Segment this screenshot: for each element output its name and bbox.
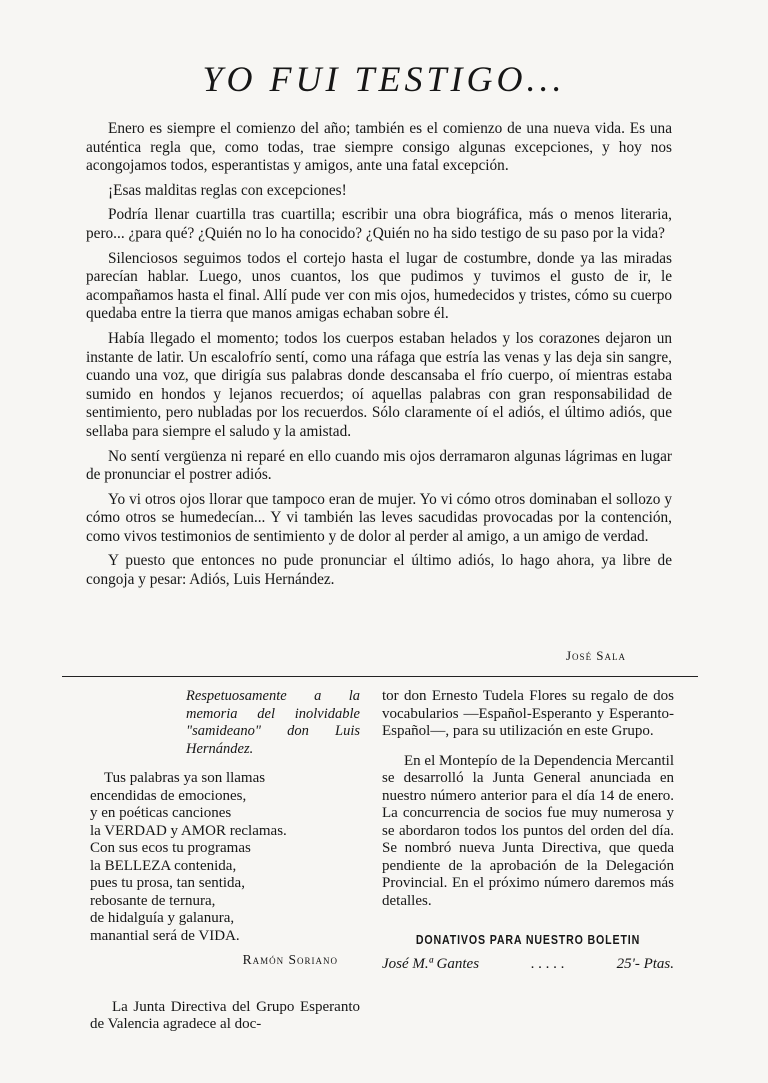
poem-dedication: Respetuosamente a la memoria del inolvidable "samideano" don Luis Hernández. <box>186 688 360 757</box>
poem-line: encendidas de emociones, <box>90 787 247 804</box>
poem-line: rebosante de ternura, <box>90 892 216 909</box>
article-author: José Sala <box>566 648 627 663</box>
poem-line: pues tu prosa, tan sentida, <box>90 875 245 891</box>
article-paragraph: No sentí vergüenza ni reparé en ello cuando mis ojos derramaron algunas lágrimas en lugar de pronunciar el postrer adiós. <box>86 447 672 484</box>
donor-name: José M.ª Gantes <box>382 955 480 972</box>
poem-author: Ramón Soriano <box>242 952 338 967</box>
poem-line: y en poéticas canciones <box>90 805 232 821</box>
article-paragraph: Había llegado el momento; todos los cuerpos estaban helados y los corazones dejaron un instante de latir. Un escalofrío sentí, como una ráfaga que estría las venas y las deja sin sangre, cuando una voz, que dirigía sus palabras donde descansaba el frío cuerpo, oí mientras estaba sumido en hondos y lejanos recuerdos; oí aquellas palabras con gran responsabilidad de sentimiento, pero nubladas por los recuerdos. Sólo claramente oí el adiós, el último adiós, que sellaba para siempre el saludo y la amistad. <box>86 329 672 440</box>
donation-amount: 25'- Ptas. <box>616 955 674 972</box>
montepio-notice: En el Montepío de la Dependencia Mercantil se desarrolló la Junta General anunciada en nuestro número anterior para el día 14 de enero. La concurrencia de socios fue muy numerosa y se abordaron todos los puntos del orden del día. Se nombró nueva Junta Directiva, que queda pendiente de la aprobación de la Delegación Provincial. En el próximo número daremos más detalles. <box>382 752 674 909</box>
article-paragraph: Silenciosos seguimos todos el cortejo hasta el lugar de costumbre, donde ya las miradas parecían hablar. Luego, unos cuantos, los que pudimos y tuvimos el gusto de ir, le acompañamos hasta el final. Allí pude ver con mis ojos, humedecidos y tristes, cómo su cuerpo quedaba entre la tierra que manos amigas echaban sobre él. <box>86 249 672 323</box>
article-paragraph: Podría llenar cuartilla tras cuartilla; escribir una obra biográfica, más o menos literaria, pero... ¿para qué? ¿Quién no lo ha conocido? ¿Quién no ha sido testigo de su paso por la vida? <box>86 206 672 242</box>
poem-line: Con sus ecos tu programas <box>90 840 251 856</box>
donations-heading: DONATIVOS PARA NUESTRO BOLETIN <box>415 933 641 947</box>
poem-line: Tus palabras ya son llamas <box>104 770 266 786</box>
poem-line: manantial será de VIDA. <box>90 927 240 944</box>
dot-leader: . . . . . <box>530 955 565 972</box>
donation-entry <box>382 956 674 974</box>
junta-notice-start: La Junta Directiva del Grupo Esperanto de Valencia agradece al doc- <box>90 998 360 1032</box>
article-paragraph: ¡Esas malditas reglas con excepciones! <box>108 181 347 199</box>
article-paragraph: Y puesto que entonces no pude pronunciar el último adiós, lo hago ahora, ya libre de congoja y pesar: Adiós, Luis Hernández. <box>86 552 672 589</box>
page-title: YO FUI TESTIGO... <box>202 59 566 99</box>
article-paragraph: Enero es siempre el comienzo del año; también es el comienzo de una nueva vida. Es una auténtica regla que, como todas, trae siempre consigo algunas excepciones, y hoy nos acongojamos todos, esperantistas y amigos, ante una fatal excepción. <box>86 120 672 175</box>
junta-notice-continuation: tor don Ernesto Tudela Flores su regalo de dos vocabularios —Español-Esperanto y Esperanto-Español—, para su utilización en este Grupo. <box>382 688 674 739</box>
section-divider <box>62 676 698 677</box>
right-column <box>382 688 674 973</box>
article-paragraph: Yo vi otros ojos llorar que tampoco eran de mujer. Yo vi cómo otros dominaban el sollozo y cómo otros se humedecían... Y vi también las leves sacudidas provocadas por la contención, como vivos testimonios de sentimiento y de dolor al perder al amigo, a un amigo de verdad. <box>86 490 672 545</box>
poem <box>90 770 360 945</box>
left-column <box>90 688 360 1034</box>
poem-line: la BELLEZA contenida, <box>90 857 237 874</box>
article-body <box>86 120 672 596</box>
poem-line: de hidalguía y galanura, <box>90 910 235 926</box>
poem-line: la VERDAD y AMOR reclamas. <box>90 822 287 839</box>
